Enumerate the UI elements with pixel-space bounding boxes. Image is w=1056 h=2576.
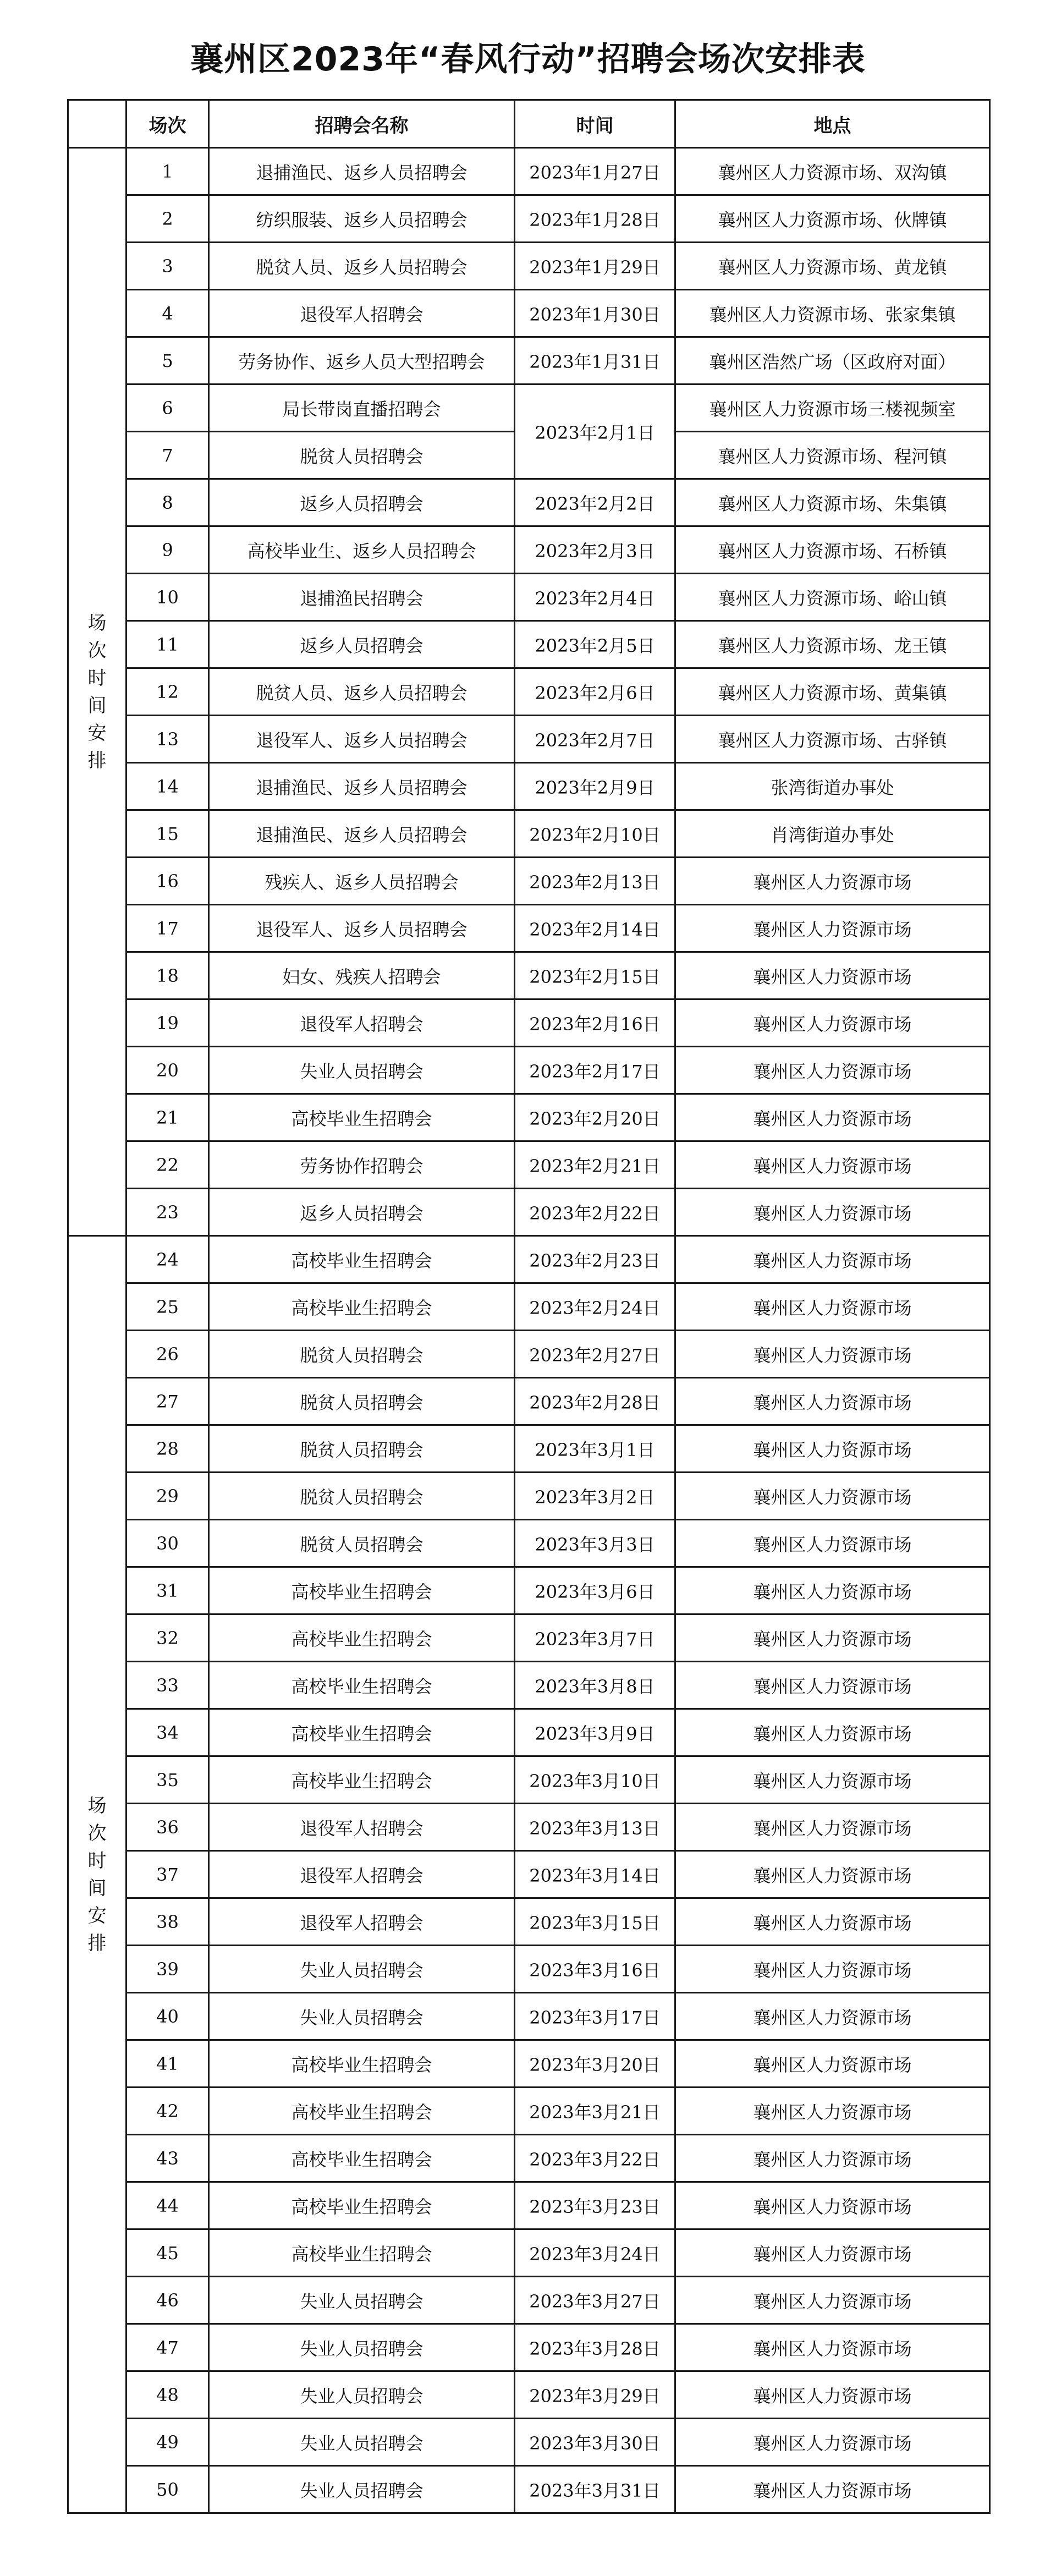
table-row: [68, 668, 990, 716]
session-number: 48: [127, 2371, 209, 2419]
session-number: 5: [127, 337, 209, 385]
table-row: [68, 2182, 990, 2229]
fair-location: 襄州区人力资源市场: [675, 1047, 990, 1094]
table-row: [68, 290, 990, 337]
session-number: 35: [127, 1756, 209, 1804]
fair-name: 退役军人招聘会: [209, 1898, 515, 1946]
table-row: [68, 810, 990, 858]
table-row: [68, 1614, 990, 1662]
table-row: [68, 1425, 990, 1473]
fair-date: 2023年3月28日: [515, 2324, 675, 2371]
session-number: 8: [127, 479, 209, 526]
fair-location: 襄州区人力资源市场: [675, 2277, 990, 2324]
fair-location: 襄州区人力资源市场、朱集镇: [675, 479, 990, 526]
fair-date: 2023年3月13日: [515, 1804, 675, 1851]
table-row: [68, 952, 990, 999]
session-number: 21: [127, 1094, 209, 1141]
fair-name: 妇女、残疾人招聘会: [209, 952, 515, 999]
table-row: [68, 1378, 990, 1425]
session-number: 36: [127, 1804, 209, 1851]
column-header-place: 地点: [675, 100, 990, 148]
table-row: [68, 1946, 990, 1993]
fair-location: 襄州区人力资源市场: [675, 1851, 990, 1898]
fair-location: 襄州区人力资源市场: [675, 2324, 990, 2371]
fair-location: 襄州区人力资源市场: [675, 1804, 990, 1851]
session-number: 26: [127, 1331, 209, 1378]
session-number: 37: [127, 1851, 209, 1898]
table-row: [68, 337, 990, 385]
fair-date: 2023年2月7日: [515, 716, 675, 763]
fair-name: 脱贫人员招聘会: [209, 1520, 515, 1567]
page-title: 襄州区2023年“春风行动”招聘会场次安排表: [190, 40, 866, 79]
table-row: [68, 526, 990, 574]
table-row: [68, 2371, 990, 2419]
fair-name: 失业人员招聘会: [209, 2324, 515, 2371]
fair-date: 2023年2月1日: [515, 385, 675, 479]
fair-date: 2023年3月24日: [515, 2229, 675, 2277]
fair-date: 2023年3月7日: [515, 1614, 675, 1662]
fair-location: 襄州区人力资源市场: [675, 1567, 990, 1614]
fair-name: 退役军人招聘会: [209, 1851, 515, 1898]
session-number: 2: [127, 195, 209, 243]
table-row: [68, 1236, 990, 1283]
table-row: [68, 195, 990, 243]
table-row: [68, 1709, 990, 1756]
table-row: [68, 716, 990, 763]
fair-date: 2023年2月6日: [515, 668, 675, 716]
fair-location: 襄州区浩然广场（区政府对面）: [675, 337, 990, 385]
fair-name: 高校毕业生招聘会: [209, 1662, 515, 1709]
fair-name: 退捕渔民招聘会: [209, 574, 515, 621]
fair-name: 高校毕业生招聘会: [209, 2040, 515, 2088]
table-row: [68, 2088, 990, 2135]
fair-location: 襄州区人力资源市场: [675, 1189, 990, 1236]
fair-name: 脱贫人员招聘会: [209, 432, 515, 479]
column-header-date: 时间: [515, 100, 675, 148]
fair-location: 襄州区人力资源市场: [675, 1283, 990, 1331]
schedule-body: [68, 148, 990, 2513]
fair-name: 高校毕业生、返乡人员招聘会: [209, 526, 515, 574]
table-row: [68, 1473, 990, 1520]
session-number: 1: [127, 148, 209, 195]
session-number: 25: [127, 1283, 209, 1331]
fair-date: 2023年3月10日: [515, 1756, 675, 1804]
fair-name: 高校毕业生招聘会: [209, 1094, 515, 1141]
session-number: 39: [127, 1946, 209, 1993]
fair-location: 襄州区人力资源市场、石桥镇: [675, 526, 990, 574]
fair-date: 2023年2月22日: [515, 1189, 675, 1236]
table-row: [68, 574, 990, 621]
fair-location: 张湾街道办事处: [675, 763, 990, 810]
fair-date: 2023年3月9日: [515, 1709, 675, 1756]
table-row: [68, 999, 990, 1047]
fair-date: 2023年2月5日: [515, 621, 675, 668]
session-number: 49: [127, 2419, 209, 2466]
table-row: [68, 2229, 990, 2277]
fair-location: 襄州区人力资源市场: [675, 1094, 990, 1141]
fair-location: 襄州区人力资源市场: [675, 2419, 990, 2466]
fair-name: 劳务协作招聘会: [209, 1141, 515, 1189]
fair-name: 脱贫人员招聘会: [209, 1425, 515, 1473]
session-number: 43: [127, 2135, 209, 2182]
fair-date: 2023年2月16日: [515, 999, 675, 1047]
table-row: [68, 385, 990, 432]
table-row: [68, 905, 990, 952]
session-number: 17: [127, 905, 209, 952]
fair-name: 残疾人、返乡人员招聘会: [209, 858, 515, 905]
fair-location: 襄州区人力资源市场: [675, 1425, 990, 1473]
table-row: [68, 479, 990, 526]
fair-location: 襄州区人力资源市场、张家集镇: [675, 290, 990, 337]
session-number: 14: [127, 763, 209, 810]
group-column-header: [68, 100, 127, 148]
fair-date: 2023年2月2日: [515, 479, 675, 526]
session-number: 31: [127, 1567, 209, 1614]
fair-date: 2023年2月10日: [515, 810, 675, 858]
table-row: [68, 148, 990, 195]
table-row: [68, 621, 990, 668]
table-row: [68, 1047, 990, 1094]
fair-date: 2023年3月22日: [515, 2135, 675, 2182]
fair-location: 襄州区人力资源市场、龙王镇: [675, 621, 990, 668]
group-label: 场次时间安排: [87, 1794, 107, 1954]
fair-location: 襄州区人力资源市场: [675, 858, 990, 905]
fair-date: 2023年3月23日: [515, 2182, 675, 2229]
fair-name: 退役军人、返乡人员招聘会: [209, 905, 515, 952]
table-row: [68, 1520, 990, 1567]
fair-name: 退捕渔民、返乡人员招聘会: [209, 763, 515, 810]
fair-location: 襄州区人力资源市场: [675, 999, 990, 1047]
table-row: [68, 1804, 990, 1851]
session-number: 45: [127, 2229, 209, 2277]
fair-location: 襄州区人力资源市场: [675, 1520, 990, 1567]
session-number: 6: [127, 385, 209, 432]
session-number: 38: [127, 1898, 209, 1946]
fair-date: 2023年2月27日: [515, 1331, 675, 1378]
session-number: 12: [127, 668, 209, 716]
fair-date: 2023年2月17日: [515, 1047, 675, 1094]
group-label-cell: [68, 1236, 127, 2513]
table-row: [68, 1898, 990, 1946]
table-row: [68, 1094, 990, 1141]
table-row: [68, 1851, 990, 1898]
fair-location: 襄州区人力资源市场: [675, 1473, 990, 1520]
column-header-no: 场次: [127, 100, 209, 148]
table-row: [68, 2324, 990, 2371]
fair-name: 退役军人、返乡人员招聘会: [209, 716, 515, 763]
fair-date: 2023年3月1日: [515, 1425, 675, 1473]
fair-date: 2023年3月21日: [515, 2088, 675, 2135]
fair-date: 2023年1月28日: [515, 195, 675, 243]
header-row: [68, 100, 990, 148]
table-row: [68, 2135, 990, 2182]
fair-name: 失业人员招聘会: [209, 2466, 515, 2513]
fair-location: 襄州区人力资源市场、双沟镇: [675, 148, 990, 195]
fair-name: 高校毕业生招聘会: [209, 1756, 515, 1804]
fair-name: 高校毕业生招聘会: [209, 1567, 515, 1614]
fair-location: 襄州区人力资源市场: [675, 1756, 990, 1804]
fair-date: 2023年2月3日: [515, 526, 675, 574]
fair-name: 返乡人员招聘会: [209, 621, 515, 668]
fair-date: 2023年3月27日: [515, 2277, 675, 2324]
session-number: 50: [127, 2466, 209, 2513]
session-number: 24: [127, 1236, 209, 1283]
table-row: [68, 1662, 990, 1709]
fair-name: 退捕渔民、返乡人员招聘会: [209, 148, 515, 195]
fair-date: 2023年1月31日: [515, 337, 675, 385]
session-number: 16: [127, 858, 209, 905]
fair-name: 失业人员招聘会: [209, 1047, 515, 1094]
fair-date: 2023年1月29日: [515, 243, 675, 290]
fair-location: 襄州区人力资源市场、黄龙镇: [675, 243, 990, 290]
table-row: [68, 1567, 990, 1614]
fair-name: 高校毕业生招聘会: [209, 2088, 515, 2135]
fair-name: 失业人员招聘会: [209, 1993, 515, 2040]
fair-location: 襄州区人力资源市场: [675, 952, 990, 999]
session-number: 27: [127, 1378, 209, 1425]
fair-name: 返乡人员招聘会: [209, 479, 515, 526]
fair-name: 劳务协作、返乡人员大型招聘会: [209, 337, 515, 385]
fair-name: 退役军人招聘会: [209, 290, 515, 337]
fair-location: 襄州区人力资源市场: [675, 2040, 990, 2088]
fair-name: 高校毕业生招聘会: [209, 1236, 515, 1283]
fair-name: 退役军人招聘会: [209, 999, 515, 1047]
fair-name: 高校毕业生招聘会: [209, 2182, 515, 2229]
fair-location: 襄州区人力资源市场: [675, 1614, 990, 1662]
session-number: 47: [127, 2324, 209, 2371]
session-number: 7: [127, 432, 209, 479]
fair-location: 襄州区人力资源市场: [675, 1946, 990, 1993]
schedule-table: [67, 99, 991, 2514]
fair-name: 脱贫人员招聘会: [209, 1378, 515, 1425]
session-number: 32: [127, 1614, 209, 1662]
session-number: 9: [127, 526, 209, 574]
fair-date: 2023年3月31日: [515, 2466, 675, 2513]
session-number: 3: [127, 243, 209, 290]
fair-location: 襄州区人力资源市场: [675, 1898, 990, 1946]
table-row: [68, 858, 990, 905]
fair-date: 2023年3月14日: [515, 1851, 675, 1898]
fair-location: 襄州区人力资源市场: [675, 1993, 990, 2040]
fair-location: 襄州区人力资源市场: [675, 1331, 990, 1378]
session-number: 15: [127, 810, 209, 858]
fair-location: 襄州区人力资源市场: [675, 2088, 990, 2135]
session-number: 41: [127, 2040, 209, 2088]
session-number: 44: [127, 2182, 209, 2229]
session-number: 42: [127, 2088, 209, 2135]
fair-date: 2023年2月9日: [515, 763, 675, 810]
fair-name: 高校毕业生招聘会: [209, 1283, 515, 1331]
table-row: [68, 1189, 990, 1236]
fair-date: 2023年2月13日: [515, 858, 675, 905]
fair-date: 2023年3月30日: [515, 2419, 675, 2466]
fair-date: 2023年3月17日: [515, 1993, 675, 2040]
fair-date: 2023年3月16日: [515, 1946, 675, 1993]
fair-date: 2023年3月15日: [515, 1898, 675, 1946]
fair-location: 襄州区人力资源市场: [675, 2466, 990, 2513]
session-number: 4: [127, 290, 209, 337]
fair-name: 脱贫人员、返乡人员招聘会: [209, 243, 515, 290]
fair-name: 脱贫人员、返乡人员招聘会: [209, 668, 515, 716]
fair-date: 2023年3月6日: [515, 1567, 675, 1614]
session-number: 11: [127, 621, 209, 668]
fair-location: 襄州区人力资源市场三楼视频室: [675, 385, 990, 432]
fair-location: 襄州区人力资源市场: [675, 1662, 990, 1709]
table-row: [68, 2419, 990, 2466]
session-number: 18: [127, 952, 209, 999]
fair-date: 2023年2月15日: [515, 952, 675, 999]
session-number: 34: [127, 1709, 209, 1756]
table-row: [68, 1141, 990, 1189]
session-number: 19: [127, 999, 209, 1047]
fair-date: 2023年1月27日: [515, 148, 675, 195]
session-number: 23: [127, 1189, 209, 1236]
fair-date: 2023年3月3日: [515, 1520, 675, 1567]
fair-location: 襄州区人力资源市场: [675, 1141, 990, 1189]
session-number: 28: [127, 1425, 209, 1473]
fair-date: 2023年2月21日: [515, 1141, 675, 1189]
table-row: [68, 2040, 990, 2088]
fair-name: 高校毕业生招聘会: [209, 1614, 515, 1662]
fair-location: 襄州区人力资源市场: [675, 2135, 990, 2182]
session-number: 46: [127, 2277, 209, 2324]
fair-location: 襄州区人力资源市场: [675, 2371, 990, 2419]
fair-location: 襄州区人力资源市场: [675, 1709, 990, 1756]
fair-name: 纺织服装、返乡人员招聘会: [209, 195, 515, 243]
group-label: 场次时间安排: [87, 612, 107, 772]
fair-name: 局长带岗直播招聘会: [209, 385, 515, 432]
fair-date: 2023年1月30日: [515, 290, 675, 337]
fair-location: 襄州区人力资源市场、黄集镇: [675, 668, 990, 716]
table-row: [68, 1993, 990, 2040]
fair-date: 2023年2月23日: [515, 1236, 675, 1283]
fair-name: 高校毕业生招聘会: [209, 2229, 515, 2277]
session-number: 13: [127, 716, 209, 763]
session-number: 33: [127, 1662, 209, 1709]
table-row: [68, 2466, 990, 2513]
fair-location: 襄州区人力资源市场、古驿镇: [675, 716, 990, 763]
group-label-cell: [68, 148, 127, 1236]
table-row: [68, 2277, 990, 2324]
table-row: [68, 763, 990, 810]
fair-date: 2023年2月20日: [515, 1094, 675, 1141]
column-header-name: 招聘会名称: [209, 100, 515, 148]
fair-date: 2023年2月4日: [515, 574, 675, 621]
fair-location: 襄州区人力资源市场、峪山镇: [675, 574, 990, 621]
fair-date: 2023年2月28日: [515, 1378, 675, 1425]
session-number: 29: [127, 1473, 209, 1520]
fair-name: 失业人员招聘会: [209, 2371, 515, 2419]
fair-name: 高校毕业生招聘会: [209, 2135, 515, 2182]
session-number: 10: [127, 574, 209, 621]
fair-location: 襄州区人力资源市场、程河镇: [675, 432, 990, 479]
fair-date: 2023年3月20日: [515, 2040, 675, 2088]
fair-name: 失业人员招聘会: [209, 2277, 515, 2324]
fair-date: 2023年2月14日: [515, 905, 675, 952]
fair-date: 2023年2月24日: [515, 1283, 675, 1331]
table-row: [68, 1331, 990, 1378]
table-row: [68, 1756, 990, 1804]
fair-date: 2023年3月2日: [515, 1473, 675, 1520]
fair-location: 襄州区人力资源市场: [675, 2182, 990, 2229]
session-number: 22: [127, 1141, 209, 1189]
session-number: 20: [127, 1047, 209, 1094]
fair-name: 脱贫人员招聘会: [209, 1473, 515, 1520]
fair-name: 高校毕业生招聘会: [209, 1709, 515, 1756]
fair-name: 失业人员招聘会: [209, 2419, 515, 2466]
table-row: [68, 243, 990, 290]
fair-name: 脱贫人员招聘会: [209, 1331, 515, 1378]
table-row: [68, 1283, 990, 1331]
fair-date: 2023年3月8日: [515, 1662, 675, 1709]
fair-date: 2023年3月29日: [515, 2371, 675, 2419]
fair-name: 返乡人员招聘会: [209, 1189, 515, 1236]
fair-location: 襄州区人力资源市场: [675, 1378, 990, 1425]
fair-name: 退捕渔民、返乡人员招聘会: [209, 810, 515, 858]
session-number: 40: [127, 1993, 209, 2040]
fair-name: 失业人员招聘会: [209, 1946, 515, 1993]
session-number: 30: [127, 1520, 209, 1567]
fair-location: 襄州区人力资源市场: [675, 905, 990, 952]
fair-location: 肖湾街道办事处: [675, 810, 990, 858]
fair-name: 退役军人招聘会: [209, 1804, 515, 1851]
fair-location: 襄州区人力资源市场、伙牌镇: [675, 195, 990, 243]
fair-location: 襄州区人力资源市场: [675, 1236, 990, 1283]
fair-location: 襄州区人力资源市场: [675, 2229, 990, 2277]
